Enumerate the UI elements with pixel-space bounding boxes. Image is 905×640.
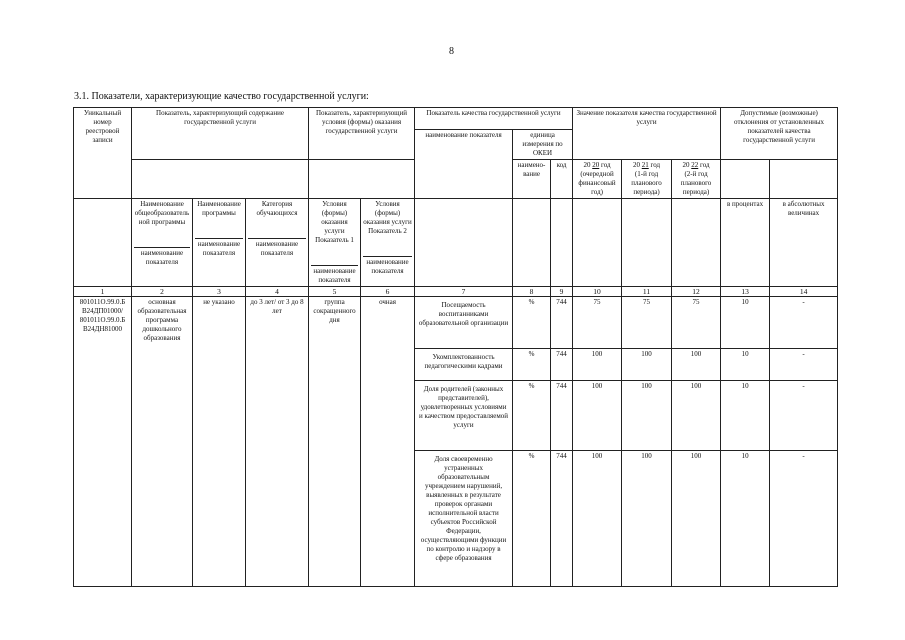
program-cell: основная образовательная программа дошкольного образования <box>132 297 193 587</box>
header-program-name: Наименование общеобразовательной программы наименование показателя <box>132 199 193 287</box>
header-content-group: Показатель, характеризующий содержание государственной услуги <box>132 108 309 160</box>
header-unique-number: Уникальный номер реестровой записи <box>74 108 132 199</box>
indicator-year-3: 75 <box>672 297 721 349</box>
header-year-3: 20 22 год (2-й год планового периода) <box>672 160 721 199</box>
col-number: 8 <box>513 287 551 297</box>
col-number: 6 <box>361 287 415 297</box>
programs-cell: не указано <box>193 297 246 587</box>
header-unit-name: наимено-вание <box>513 160 551 199</box>
header-conditions-group: Показатель, характеризующий условия (формы) оказания государственной услуги <box>309 108 415 160</box>
indicator-dev-absolute: - <box>770 297 838 349</box>
col-number: 12 <box>672 287 721 297</box>
indicator-dev-percent: 10 <box>721 451 770 587</box>
indicator-dev-percent: 10 <box>721 349 770 381</box>
col-number: 7 <box>415 287 513 297</box>
condition-1-cell: группа сокращенного дня <box>309 297 361 587</box>
indicator-name: Доля своевременно устраненных образовательным учреждением нарушений, выявленных в результате проверок органами исполнительной власти субъектов Российской Федерации, осуществляющими функции по контролю и надзору в сфере образования <box>415 451 513 587</box>
indicator-name: Доля родителей (законных представителей), удовлетворенных условиями и качеством предоставляемой услуги <box>415 381 513 451</box>
col-number: 2 <box>132 287 193 297</box>
header-dev-percent: в процентах <box>721 199 770 287</box>
indicator-year-3: 100 <box>672 381 721 451</box>
header-year-3-sub <box>672 199 721 287</box>
quality-indicators-table <box>73 107 838 587</box>
category-cell: до 3 лет/ от 3 до 8 лет <box>246 297 309 587</box>
header-unit-name-sub <box>513 199 551 287</box>
header-deviation-group: Допустимые (возможные) отклонения от установленных показателей качества государственной услуги <box>721 108 838 160</box>
col-number: 14 <box>770 287 838 297</box>
header-year-2: 20 21 год (1-й год планового периода) <box>622 160 672 199</box>
indicator-unit: % <box>513 297 551 349</box>
col-number: 10 <box>573 287 622 297</box>
indicator-year-3: 100 <box>672 451 721 587</box>
table-row <box>74 297 838 349</box>
indicator-year-1: 100 <box>573 381 622 451</box>
header-programs: Наименование программы наименование показателя <box>193 199 246 287</box>
header-indicator-sub <box>415 199 513 287</box>
header-unit-code: код <box>551 160 573 199</box>
header-value-group: Значение показателя качества государственной услуги <box>573 108 721 160</box>
col-number: 5 <box>309 287 361 297</box>
indicator-code: 744 <box>551 349 573 381</box>
indicator-year-1: 75 <box>573 297 622 349</box>
header-student-category: Категория обучающихся наименование показателя <box>246 199 309 287</box>
header-unique-number-sub <box>74 199 132 287</box>
header-quality-group: Показатель качества государственной услуги <box>415 108 573 130</box>
indicator-year-2: 100 <box>622 349 672 381</box>
header-condition-1: Условия (формы) оказания услуги Показатель 1 наименование показателя <box>309 199 361 287</box>
indicator-year-3: 100 <box>672 349 721 381</box>
indicator-dev-percent: 10 <box>721 381 770 451</box>
header-unit-okei: единица измерения по ОКЕИ <box>513 130 573 160</box>
col-number: 11 <box>622 287 672 297</box>
page-number: 8 <box>449 46 454 57</box>
col-number: 9 <box>551 287 573 297</box>
indicator-year-2: 100 <box>622 451 672 587</box>
indicator-unit: % <box>513 451 551 587</box>
header-indicator-name: наименование показателя <box>415 130 513 199</box>
indicator-unit: % <box>513 349 551 381</box>
indicator-year-2: 100 <box>622 381 672 451</box>
header-condition-2: Условия (формы) оказания услуги Показатель 2 наименование показателя <box>361 199 415 287</box>
indicator-name: Укомплектованность педагогическими кадрами <box>415 349 513 381</box>
header-conditions-spacer <box>309 160 415 199</box>
col-number: 3 <box>193 287 246 297</box>
header-deviation-spacer-2 <box>770 160 838 199</box>
header-content-spacer <box>132 160 309 199</box>
indicator-unit: % <box>513 381 551 451</box>
indicator-code: 744 <box>551 451 573 587</box>
indicator-year-1: 100 <box>573 349 622 381</box>
condition-2-cell: очная <box>361 297 415 587</box>
registry-number-cell: 801011О.99.0.Б В24ДП01000/ 801011О.99.0.Б В24ДН81000 <box>74 297 132 587</box>
indicator-year-2: 75 <box>622 297 672 349</box>
indicator-dev-absolute: - <box>770 349 838 381</box>
header-dev-absolute: в абсолютных величинах <box>770 199 838 287</box>
header-year-1: 20 20 год (очередной финансовый год) <box>573 160 622 199</box>
indicator-code: 744 <box>551 297 573 349</box>
indicator-dev-percent: 10 <box>721 297 770 349</box>
header-year-1-sub <box>573 199 622 287</box>
header-deviation-spacer-1 <box>721 160 770 199</box>
col-number: 4 <box>246 287 309 297</box>
indicator-name: Посещаемость воспитанниками образовательной организации <box>415 297 513 349</box>
col-number: 13 <box>721 287 770 297</box>
indicator-dev-absolute: - <box>770 451 838 587</box>
header-year-2-sub <box>622 199 672 287</box>
col-number: 1 <box>74 287 132 297</box>
indicator-dev-absolute: - <box>770 381 838 451</box>
indicator-year-1: 100 <box>573 451 622 587</box>
section-title: 3.1. Показатели, характеризующие качество государственной услуги: <box>74 91 369 102</box>
indicator-code: 744 <box>551 381 573 451</box>
header-unit-code-sub <box>551 199 573 287</box>
